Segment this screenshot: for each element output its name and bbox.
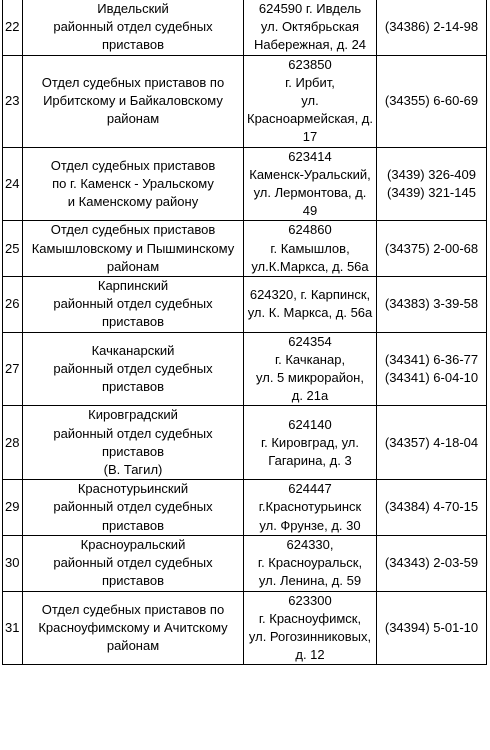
address-line: ул.К.Маркса, д. 56а <box>251 258 369 274</box>
office-name-cell <box>23 480 244 536</box>
table-body <box>3 0 487 665</box>
phone-cell <box>377 55 487 147</box>
address-line: д. 12 <box>295 647 325 663</box>
address-line: ул. Фрунзе, д. 30 <box>259 517 361 533</box>
address-line: ул. Октябрьская <box>260 19 360 35</box>
office-name-line: Кировградский <box>88 407 178 423</box>
address-line: 623414 <box>288 148 332 164</box>
office-name-cell <box>23 591 244 665</box>
phone-cell <box>377 277 487 333</box>
address-line: 624354 <box>288 333 332 349</box>
office-name-cell <box>23 277 244 333</box>
office-name-cell <box>23 221 244 277</box>
phone-cell <box>377 0 487 55</box>
office-name-line: Ивдельский <box>97 1 169 16</box>
address-line: ул. <box>301 93 319 109</box>
office-name-line: районный отдел судебных <box>53 360 213 376</box>
address-line: 623850 <box>288 56 332 72</box>
address-line: г. Красноуральск, <box>257 555 363 571</box>
row-number: 30 <box>3 535 23 591</box>
table-row <box>3 55 487 147</box>
address-line: 624447 <box>288 481 332 497</box>
address-line: г. Ирбит, <box>285 74 335 90</box>
phone-cell <box>377 591 487 665</box>
phone-cell <box>377 480 487 536</box>
address-line: 623300 <box>288 592 332 608</box>
row-number: 27 <box>3 332 23 406</box>
office-name-line: приставов <box>102 443 164 459</box>
row-number: 31 <box>3 591 23 665</box>
office-name-cell <box>23 332 244 406</box>
phone-cell <box>377 332 487 406</box>
office-name-line: (В. Тагил) <box>103 462 163 478</box>
row-number: 26 <box>3 277 23 333</box>
address-line: 624140 <box>288 416 332 432</box>
address-cell <box>244 591 377 665</box>
table-row <box>3 406 487 480</box>
office-name-cell <box>23 147 244 221</box>
address-line: ул. К. Маркса, д. 56а <box>247 305 373 321</box>
row-number: 29 <box>3 480 23 536</box>
address-line: Гагарина, д. 3 <box>268 452 352 468</box>
table-row <box>3 480 487 536</box>
table-row <box>3 147 487 221</box>
row-number: 28 <box>3 406 23 480</box>
phone-cell <box>377 535 487 591</box>
office-name-line: Ирбитскому и Байкаловскому <box>43 93 223 109</box>
office-name-line: Карпинский <box>97 278 169 294</box>
table-row <box>3 591 487 665</box>
address-cell <box>244 277 377 333</box>
bailiff-offices-table <box>2 0 487 665</box>
address-line: г. Кировград, ул. <box>260 434 359 450</box>
office-name-line: Отдел судебных приставов <box>50 222 216 238</box>
address-line: г. Качканар, <box>274 351 346 367</box>
phone-cell <box>377 406 487 480</box>
office-name-line: районный отдел судебных <box>53 425 213 441</box>
office-name-cell <box>23 406 244 480</box>
address-line: 624860 <box>288 222 332 238</box>
table-row <box>3 221 487 277</box>
row-number: 22 <box>3 0 23 55</box>
address-cell <box>244 535 377 591</box>
phone-number: (34357) 4-18-04 <box>384 434 479 450</box>
row-number: 25 <box>3 221 23 277</box>
office-name-line: районный отдел судебных <box>53 555 213 571</box>
address-line: ул. Рогозинниковых, <box>248 628 372 644</box>
office-name-line: Краснотурьинский <box>77 481 189 497</box>
address-cell <box>244 221 377 277</box>
office-name-line: районам <box>106 258 160 274</box>
address-cell <box>244 0 377 55</box>
address-line: 49 <box>302 203 318 219</box>
office-name-line: по г. Каменск - Уральскому <box>52 175 214 191</box>
address-line: г. Красноуфимск, <box>258 610 362 626</box>
address-line: Каменск-Уральский, <box>249 166 371 182</box>
table-row <box>3 332 487 406</box>
phone-number: (34343) 2-03-59 <box>384 555 479 571</box>
address-line: 624590 г. Ивдель <box>258 1 362 16</box>
address-cell <box>244 332 377 406</box>
office-name-line: Отдел судебных приставов <box>50 157 216 173</box>
office-name-line: Красноуфимскому и Ачитскому <box>38 619 228 635</box>
office-name-line: приставов <box>102 573 164 589</box>
phone-number: (34341) 6-04-10 <box>384 370 479 386</box>
phone-cell <box>377 221 487 277</box>
office-name-line: и Каменскому району <box>67 194 199 210</box>
phone-number: (34383) 3-39-58 <box>384 296 479 312</box>
office-name-line: приставов <box>102 314 164 330</box>
address-cell <box>244 147 377 221</box>
address-line: Набережная, д. 24 <box>253 37 367 53</box>
office-name-line: Качканарский <box>91 342 175 358</box>
address-line: 624330, <box>286 536 334 552</box>
table-row <box>3 0 487 55</box>
office-name-line: районный отдел судебных <box>53 19 213 35</box>
phone-number: (34341) 6-36-77 <box>384 351 479 367</box>
address-cell <box>244 480 377 536</box>
office-name-line: районный отдел судебных <box>53 499 213 515</box>
phone-number: (34375) 2-00-68 <box>384 240 479 256</box>
address-line: ул. Ленина, д. 59 <box>258 573 362 589</box>
address-line: 624320, г. Карпинск, <box>249 287 371 303</box>
office-name-line: Отдел судебных приставов по <box>41 601 225 617</box>
table-row <box>3 535 487 591</box>
phone-number: (3439) 321-145 <box>387 185 476 201</box>
office-name-line: приставов <box>102 37 164 53</box>
document-page <box>2 0 486 665</box>
office-name-line: районам <box>106 638 160 653</box>
address-line: г. Камышлов, <box>270 240 350 256</box>
address-line: ул. 5 микрорайон, <box>256 370 364 386</box>
phone-number: (34386) 2-14-98 <box>384 19 479 35</box>
address-line: ул. Лермонтова, д. <box>253 185 367 201</box>
address-line: Красноармейская, д. <box>247 111 373 127</box>
address-line: д. 21а <box>291 388 329 404</box>
phone-number: (34384) 4-70-15 <box>384 499 479 515</box>
office-name-cell <box>23 55 244 147</box>
office-name-line: Красноуральский <box>80 536 186 552</box>
address-line: г.Краснотурьинск <box>258 499 362 515</box>
row-number: 23 <box>3 55 23 147</box>
table-row <box>3 277 487 333</box>
office-name-line: районам <box>106 111 160 127</box>
phone-number: (34355) 6-60-69 <box>384 93 479 109</box>
office-name-line: приставов <box>102 517 164 533</box>
row-number: 24 <box>3 147 23 221</box>
phone-number: (3439) 326-409 <box>387 166 476 182</box>
office-name-line: Отдел судебных приставов по <box>41 74 225 90</box>
office-name-line: районный отдел судебных <box>53 296 213 312</box>
phone-number: (34394) 5-01-10 <box>384 619 479 635</box>
address-line: 17 <box>302 129 318 145</box>
office-name-line: приставов <box>102 379 164 395</box>
office-name-line: Камышловскому и Пышминскому <box>31 240 235 256</box>
address-cell <box>244 406 377 480</box>
office-name-cell <box>23 0 244 55</box>
office-name-cell <box>23 535 244 591</box>
phone-cell <box>377 147 487 221</box>
address-cell <box>244 55 377 147</box>
